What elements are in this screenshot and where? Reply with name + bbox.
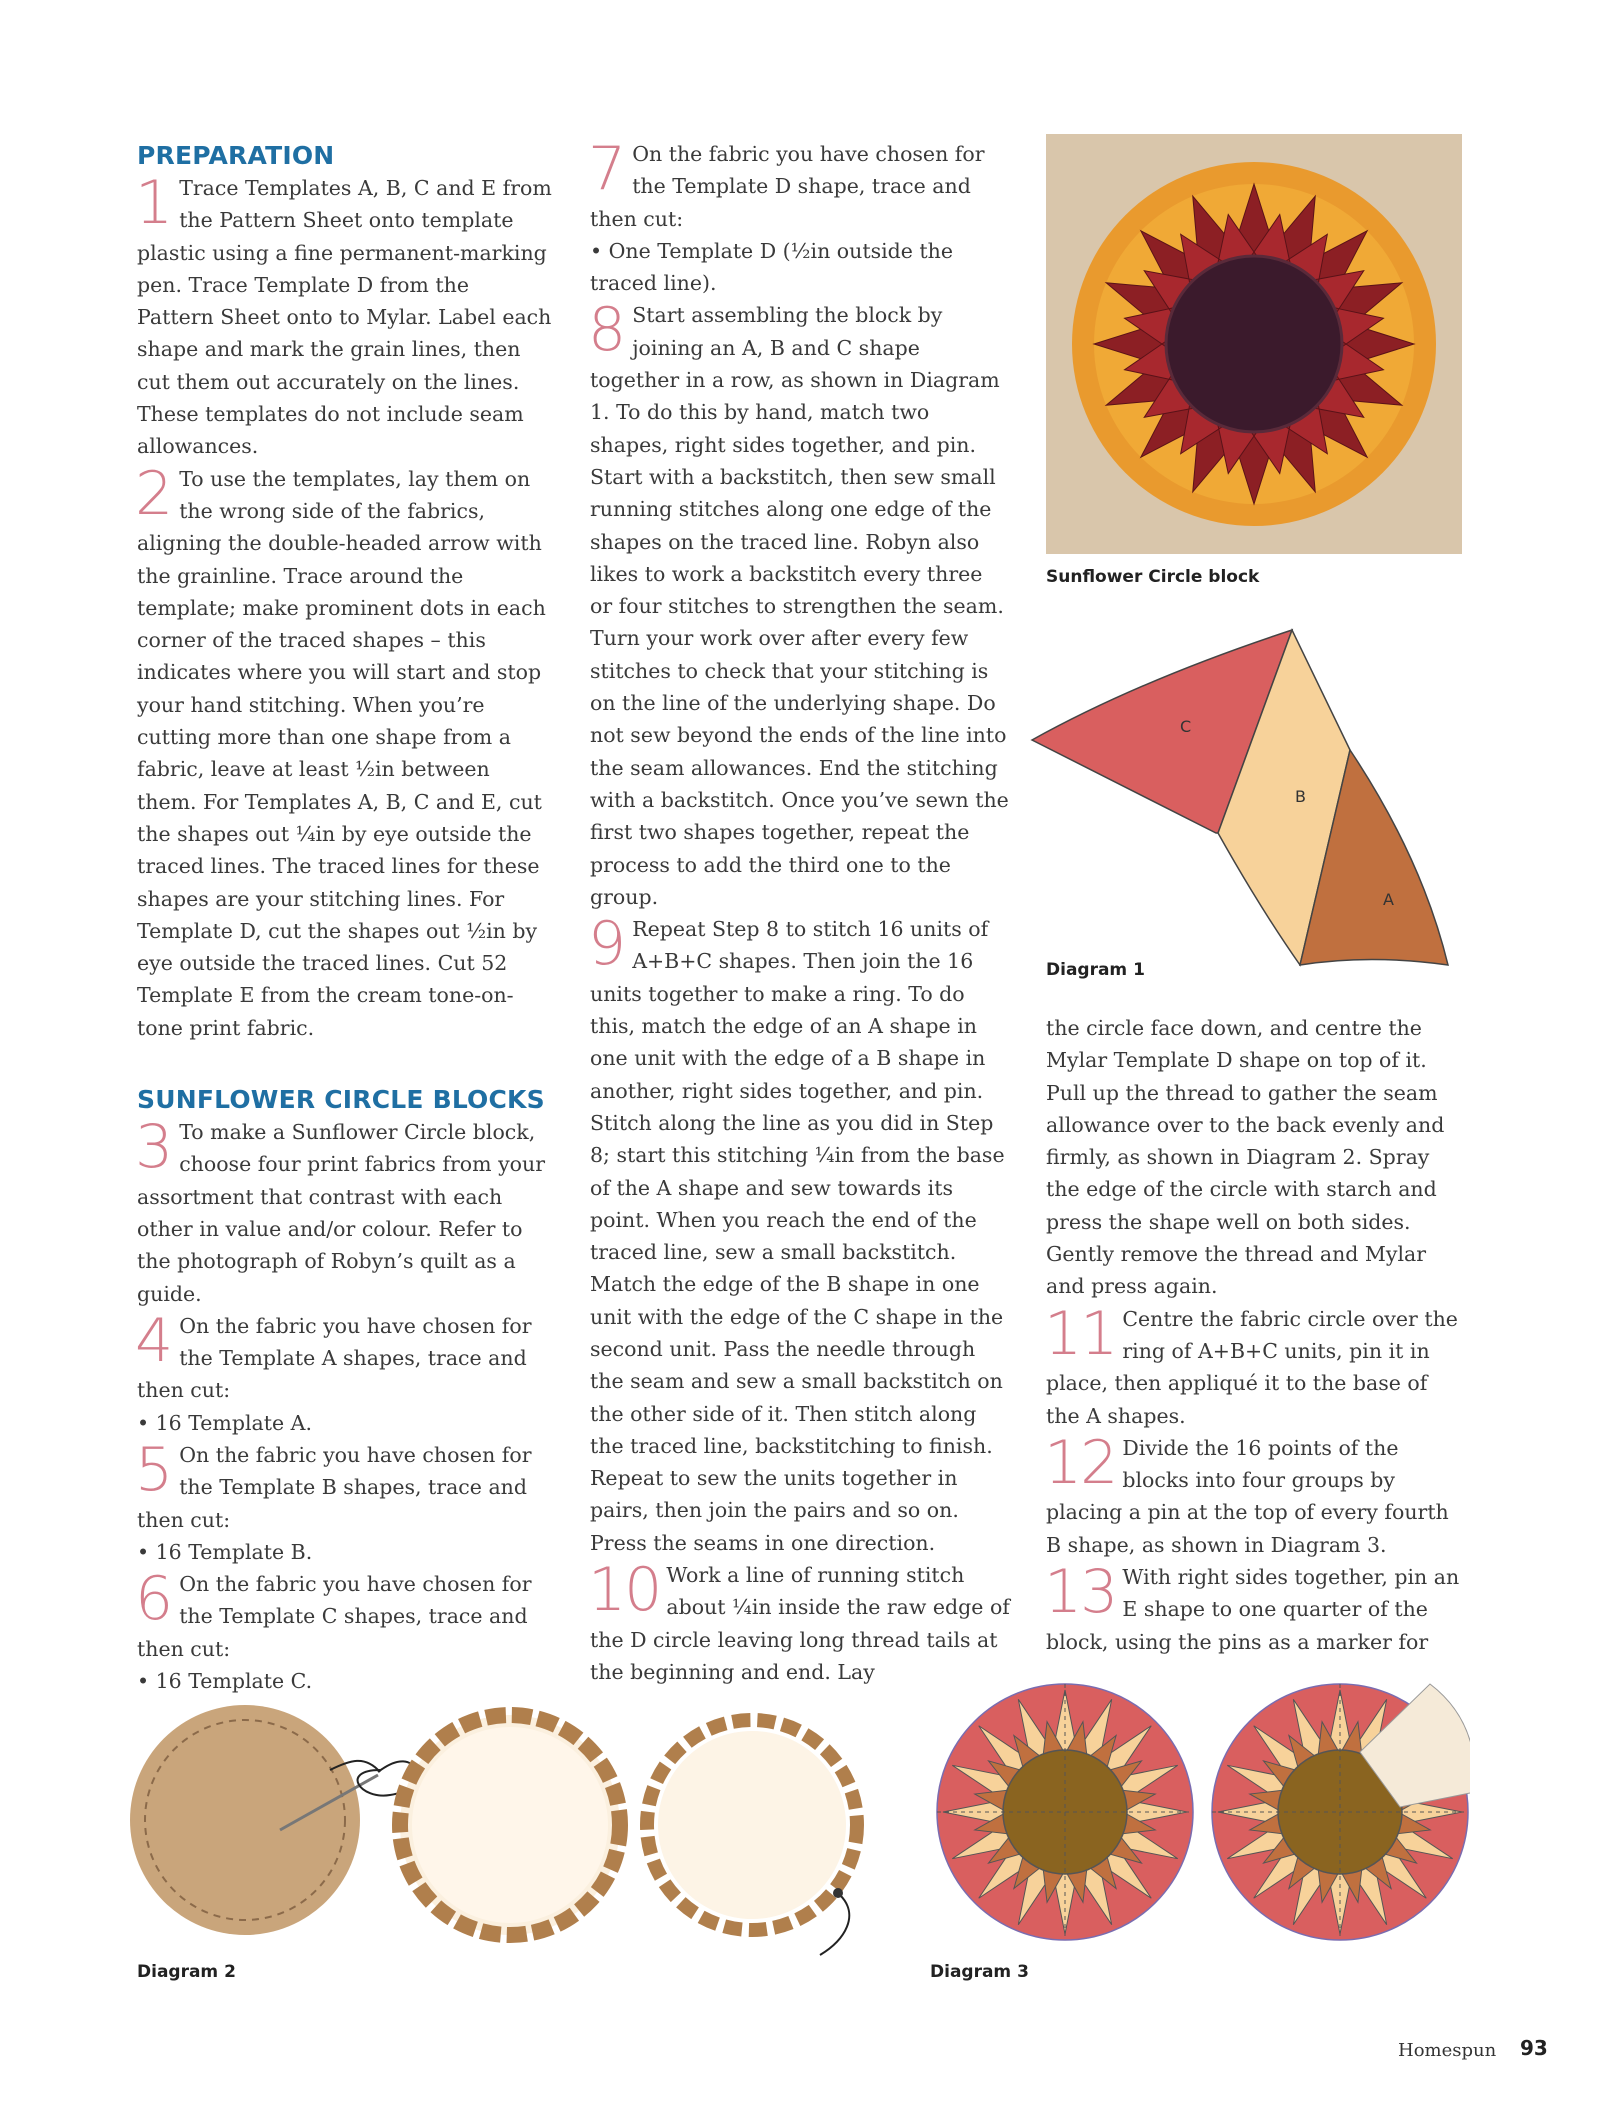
step-11-text: Centre the fabric circle over the ring of A+B+C units, pin it in place, then appliqué it to the base of the A shapes. — [1046, 1306, 1458, 1428]
step-9-text: Repeat Step 8 to stitch 16 units of A+B+C shapes. Then join the 16 units together to make a ring. To do this, match the edge of an A shape in one unit with the edge of a B shape in another, right sides together, and pin. Stitch along the line as you did in Step 8; start this stitching ¼in from the base of the A shape and sew towards its point. When you reach the end of the traced line, sew a small backstitch. Match the edge of the B shape in one unit with the edge of the C shape in the second unit. Pass the needle through the seam and sew a small backstitch on the other side of it. Then stitch along the traced line, backstitching to finish. Repeat to sew the units together in pairs, then join the pairs and so on. Press the seams in one direction. — [590, 917, 1005, 1555]
left-column — [137, 134, 552, 1697]
step-10-number: 10 — [588, 1555, 661, 1626]
diagram-3 — [930, 1670, 1470, 1960]
step-13-number: 13 — [1044, 1557, 1117, 1628]
step-1-number: 1 — [135, 168, 174, 238]
step-4-number: 4 — [135, 1305, 174, 1376]
step-9 — [588, 909, 1010, 1559]
page-number: 93 — [1520, 2036, 1548, 2060]
sunflower-block-illustration — [1046, 134, 1462, 554]
diagram-2-caption: Diagram 2 — [137, 1962, 236, 1982]
step-2 — [135, 458, 552, 1044]
label-b: B — [1295, 787, 1306, 806]
step-5-number: 5 — [135, 1434, 174, 1505]
step-1-text: Trace Templates A, B, C and E from the Pattern Sheet onto template plastic using a fine permanent-marking pen. Trace Template D from the Pattern Sheet onto to Mylar. Label each shape and mark the grain lines, then cut them out accurately on the lines. These templates do not include seam allowances. — [137, 176, 552, 459]
magazine-name: Homespun — [1398, 2040, 1497, 2061]
step-3 — [135, 1112, 552, 1310]
step-11 — [1044, 1298, 1466, 1432]
right-column — [1046, 1012, 1466, 1658]
sunflower-heading: SUNFLOWER CIRCLE BLOCKS — [137, 1085, 545, 1115]
step-12-number: 12 — [1044, 1427, 1117, 1498]
step-1 — [135, 168, 552, 463]
step-7-bullet: • One Template D (½in outside the traced line). — [590, 238, 954, 296]
label-a: A — [1383, 890, 1394, 909]
diagram-2 — [130, 1700, 910, 1960]
step-7 — [588, 134, 1010, 235]
step-11-number: 11 — [1044, 1298, 1117, 1369]
step-13-text: With right sides together, pin an E shape to one quarter of the block, using the pins as a marker for — [1046, 1565, 1460, 1654]
step-7-text: On the fabric you have chosen for the Template D shape, trace and then cut: — [590, 142, 985, 231]
step-4-text: On the fabric you have chosen for the Template A shapes, trace and then cut: — [137, 1313, 532, 1403]
preparation-heading: PREPARATION — [137, 141, 335, 170]
step-8-text: Start assembling the block by joining an A, B and C shape together in a row, as shown in Diagram 1. To do this by hand, match two shapes, right sides together, and pin. Start with a backstitch, then sew small running stitches along one edge of the shapes on the traced line. Robyn also likes to work a backstitch every three or four stitches to strengthen the seam. Turn your work over after every few stitches to check that your stitching is on the line of the underlying shape. Do not sew beyond the ends of the line into the seam allowances. End the stitching with a backstitch. Once you’ve sewn the first two shapes together, repeat the process to add the third one to the group. — [590, 303, 1009, 909]
sunflower-block-photo — [1046, 134, 1462, 554]
step-4-bullet: • 16 Template A. — [137, 1410, 312, 1435]
step-5-bullet: • 16 Template B. — [137, 1539, 313, 1564]
diagram-1-caption: Diagram 1 — [1046, 960, 1145, 980]
middle-column — [588, 134, 1010, 1688]
step-6-text: On the fabric you have chosen for the Template C shapes, trace and then cut: — [137, 1572, 532, 1661]
diagram-1 — [1030, 620, 1470, 980]
step-6 — [135, 1564, 552, 1665]
step-5-text: On the fabric you have chosen for the Template B shapes, trace and then cut: — [137, 1442, 532, 1532]
step-5 — [135, 1434, 552, 1536]
label-c: C — [1180, 717, 1192, 736]
step-10-continued: the circle face down, and centre the Mylar Template D shape on top of it. Pull up the thread to gather the seam allowance over to the back evenly and firmly, as shown in Diagram 2. Spray the edge of the circle with starch and press the shape well on both sides. Gently remove the thread and Mylar and press again. — [1046, 1016, 1445, 1299]
step-12-text: Divide the 16 points of the blocks into four groups by placing a pin at the top of every fourth B shape, as shown in Diagram 3. — [1046, 1435, 1449, 1557]
step-3-text: To make a Sunflower Circle block, choose four print fabrics from your assortment that contrast with each other in value and/or colour. Refer to the photograph of Robyn’s quilt as a guide. — [137, 1120, 546, 1306]
step-13 — [1044, 1557, 1466, 1658]
step-8 — [588, 295, 1010, 913]
photo-caption: Sunflower Circle block — [1046, 567, 1260, 587]
diagram-3-caption: Diagram 3 — [930, 1962, 1029, 1982]
step-4 — [135, 1305, 552, 1407]
step-7-number: 7 — [588, 134, 627, 204]
step-6-bullet: • 16 Template C. — [137, 1669, 313, 1694]
step-2-number: 2 — [135, 458, 174, 529]
step-6-number: 6 — [135, 1564, 174, 1635]
step-12 — [1044, 1427, 1466, 1561]
step-10-text: Work a line of running stitch about ¼in inside the raw edge of the D circle leaving long thread tails at the beginning and end. Lay — [590, 1563, 1010, 1684]
step-8-number: 8 — [588, 295, 627, 366]
step-9-number: 9 — [588, 909, 627, 980]
step-2-text: To use the templates, lay them on the wrong side of the fabrics, aligning the double-headed arrow with the grainline. Trace around the template; make prominent dots in each corner of the traced shapes – this indicates where you will start and stop your hand stitching. When you’re cutting more than one shape from a fabric, leave at least ½in between them. For Templates A, B, C and E, cut the shapes out ¼in by eye outside the traced lines. The traced lines for these shapes are your stitching lines. For Template D, cut the shapes out ½in by eye outside the traced lines. Cut 52 Template E from the cream tone-on-tone print fabric. — [137, 466, 546, 1040]
step-10 — [588, 1555, 1010, 1688]
step-3-number: 3 — [135, 1112, 174, 1183]
